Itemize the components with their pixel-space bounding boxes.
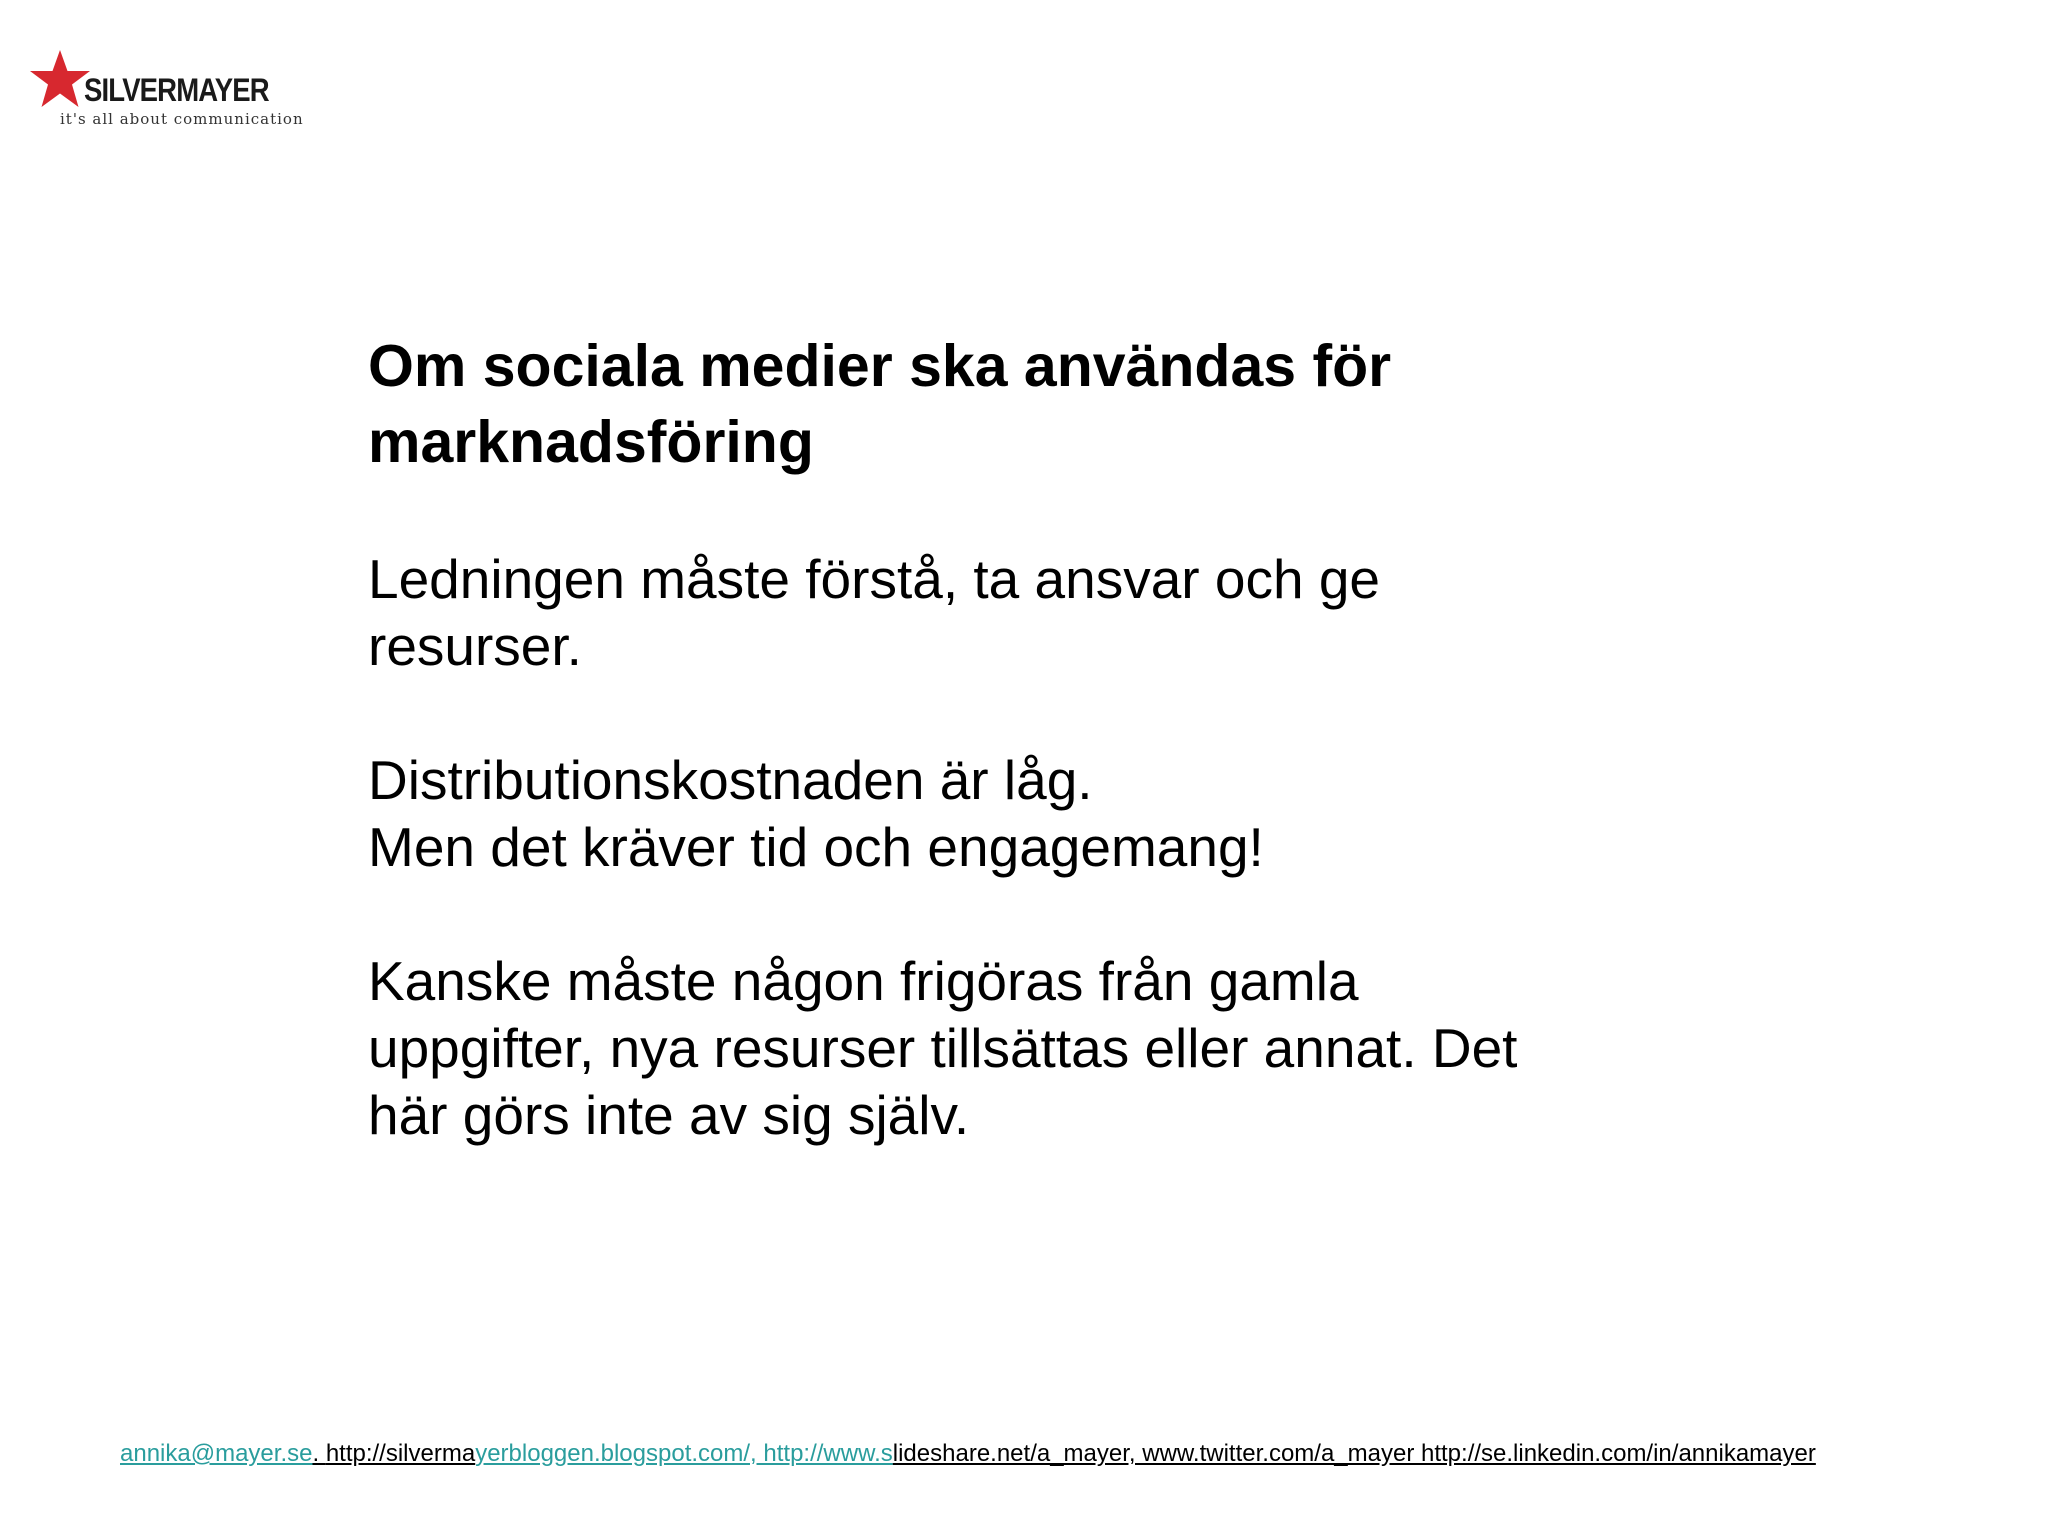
red-star-icon <box>30 50 90 108</box>
footer-links <box>120 1440 1816 1468</box>
logo-brand-name: SILVERMAYER <box>84 72 269 108</box>
slide-heading: Om sociala medier ska användas för marknadsföring <box>368 333 1392 475</box>
paragraph-resources: Kanske måste någon frigöras från gamla uppgifter, nya resurser tillsättas eller annat. Det här görs inte av sig själv. <box>368 950 1518 1146</box>
paragraph-leadership: Ledningen måste förstå, ta ansvar och ge resurser. <box>368 548 1381 677</box>
blog-link-part-1[interactable]: http://silverma <box>325 1440 476 1467</box>
slide-content <box>368 328 1688 1216</box>
footer-separator: . <box>312 1440 326 1467</box>
silvermayer-logo <box>30 50 310 130</box>
logo-tagline: it's all about communication <box>60 110 304 128</box>
paragraph-distribution: Distributionskostnaden är låg. Men det kräver tid och engagemang! <box>368 749 1264 878</box>
blog-link-part-2[interactable]: yerbloggen.blogspot.com/, http://www.s <box>475 1440 893 1467</box>
email-link[interactable]: annika@mayer.se <box>120 1440 313 1467</box>
slideshare-twitter-linkedin-links[interactable]: lideshare.net/a_mayer, www.twitter.com/a_mayer http://se.linkedin.com/in/annikamayer <box>892 1440 1816 1467</box>
